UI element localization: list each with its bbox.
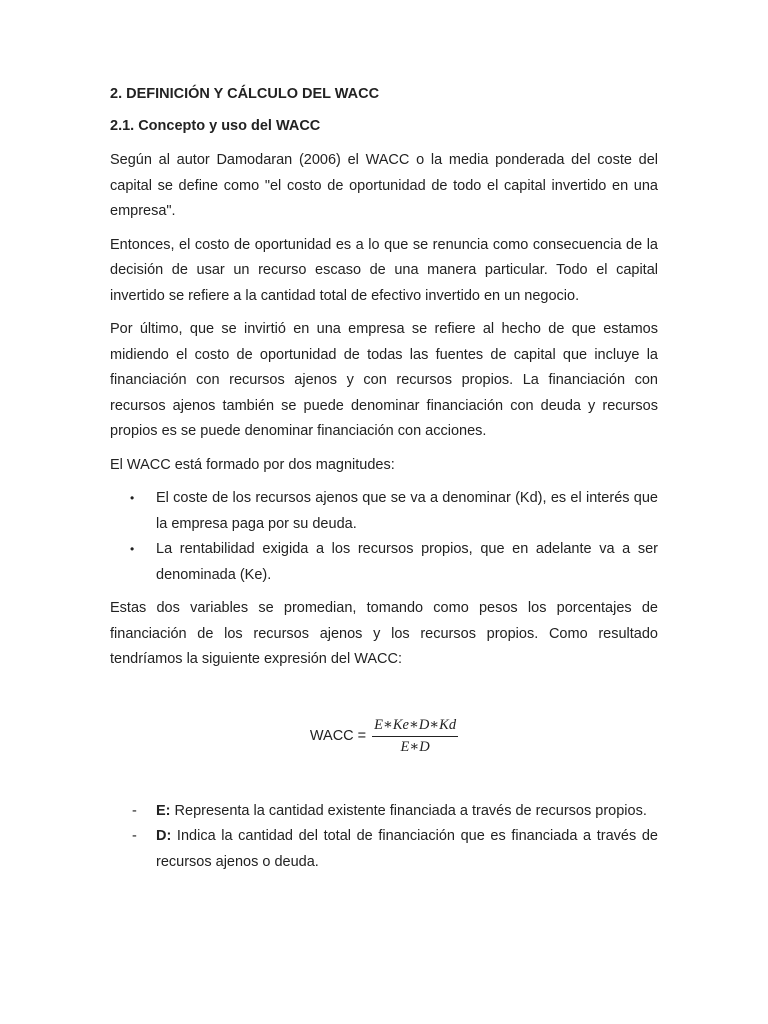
definition-term: E: <box>156 802 171 819</box>
definitions-list <box>110 799 658 876</box>
paragraph-magnitudes-intro: El WACC está formado por dos magnitudes: <box>110 456 395 473</box>
formula-denominator: E∗D <box>400 738 430 755</box>
wacc-formula <box>110 681 658 791</box>
definition-text: Indica la cantidad del total de financiación que es financiada a través de recursos ajenos o deuda. <box>156 828 658 870</box>
magnitudes-list <box>110 486 658 588</box>
formula-fraction <box>372 716 458 756</box>
bullet-icon: • <box>130 491 135 505</box>
formula-lhs: WACC = <box>309 727 367 744</box>
bullet-icon: • <box>130 542 135 556</box>
paragraph-capital-sources: Por último, que se invirtió en una empresa se refiere al hecho de que estamos midiendo el costo de oportunidad de todas las fuentes de capital que incluye la financiación con recursos ajenos y con recursos propios. La financiación con recursos ajenos también se puede denominar financiación con deuda y recursos propios es se puede denominar financiación con acciones. <box>110 321 658 439</box>
list-item <box>110 799 658 825</box>
list-item <box>110 824 658 875</box>
document-page <box>110 84 658 883</box>
paragraph-definition: Según al autor Damodaran (2006) el WACC o la media ponderada del coste del capital se define como "el costo de oportunidad de todo el capital invertido en una empresa". <box>110 152 658 219</box>
definition-term: D: <box>156 828 172 844</box>
section-heading: 2. DEFINICIÓN Y CÁLCULO DEL WACC <box>110 86 380 102</box>
definition-text: Representa la cantidad existente financiada a través de recursos propios. <box>170 802 647 819</box>
paragraph-weighting: Estas dos variables se promedian, tomando como pesos los porcentajes de financiación de los recursos ajenos y los recursos propios. Como resultado tendríamos la siguiente expresión del WACC: <box>110 600 658 667</box>
list-item <box>110 537 658 588</box>
list-item-text: La rentabilidad exigida a los recursos propios, que en adelante va a ser denominada (Ke). <box>156 541 658 583</box>
list-item <box>110 486 658 537</box>
list-item-text: El coste de los recursos ajenos que se va a denominar (Kd), es el interés que la empresa paga por su deuda. <box>156 490 658 532</box>
dash-icon: - <box>132 802 137 819</box>
subsection-heading: 2.1. Concepto y uso del WACC <box>110 118 321 134</box>
dash-icon: - <box>132 828 137 844</box>
paragraph-opportunity-cost: Entonces, el costo de oportunidad es a lo que se renuncia como consecuencia de la decisión de usar un recurso escaso de una manera particular. Todo el capital invertido se refiere a la cantidad total de efectivo invertido en un negocio. <box>110 236 658 304</box>
formula-numerator: E∗Ke∗D∗Kd <box>372 716 458 737</box>
